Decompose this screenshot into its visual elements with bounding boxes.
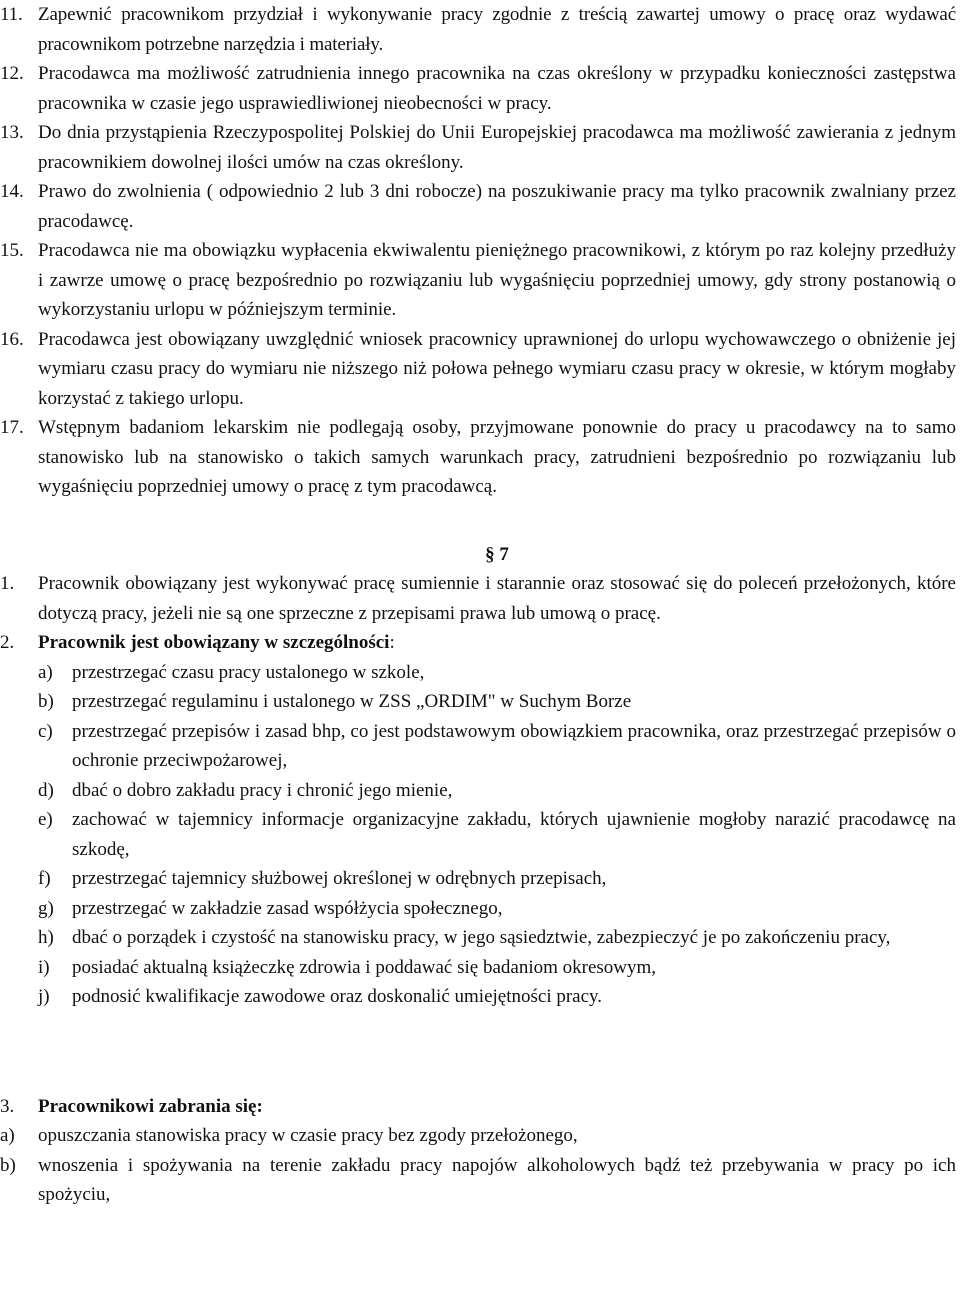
list-item [0,1151,956,1210]
spacer [38,1012,956,1092]
item-letter: d) [38,779,54,801]
item-text: dbać o dobro zakładu pracy i chronić jego mienie, [72,779,453,801]
item-letter: h) [38,927,54,948]
list-item [38,658,956,688]
point-3 [0,1092,956,1122]
list-item [38,717,956,776]
list-item [38,776,956,806]
point-2 [0,628,956,658]
numbered-list-top [0,0,956,502]
item-text: dbać o porządek i czystość na stanowisku pracy, w jego sąsiedztwie, zabezpieczyć je po zakończeniu pracy, [72,927,891,948]
list-item [38,894,956,924]
point-number: 1. [0,573,15,594]
list-item [0,177,956,236]
list-item [0,118,956,177]
item-text: opuszczania stanowiska pracy w czasie pracy bez zgody przełożonego, [38,1125,578,1146]
item-letter: i) [38,956,50,978]
item-text: przestrzegać w zakładzie zasad współżycia społecznego, [72,897,503,919]
list-item [38,864,956,894]
item-number: 15. [0,240,24,261]
item-text: Pracodawca jest obowiązany uwzględnić wniosek pracownicy uprawnionej do urlopu wychowawczego o obniżenie jej wymiaru czasu pracy do wymiaru nie niższego niż połowa pełnego wymiaru czasu pracy w okresie, w którym mogłaby korzystać z takiego urlopu. [38,328,956,409]
point-heading: Pracownikowi zabrania się: [38,1095,263,1117]
point-text: Pracownik obowiązany jest wykonywać pracę sumiennie i starannie oraz stosować się do poleceń przełożonych, które dotyczą pracy, jeżeli nie są one sprzeczne z przepisami prawa lub umową o pracę. [38,573,956,624]
item-number: 11. [0,4,23,25]
item-number: 17. [0,417,24,438]
list-item [38,953,956,983]
item-number: 14. [0,181,24,202]
item-letter: e) [38,809,53,830]
point-heading: Pracownik jest obowiązany w szczególności [38,632,390,653]
list-item [38,805,956,864]
item-number: 12. [0,63,24,84]
item-letter: g) [38,897,54,919]
item-text: zachować w tajemnicy informacje organizacyjne zakładu, których ujawnienie mogłoby narazić pracodawcę na szkodę, [72,809,956,860]
list-item [38,923,956,953]
list-item [0,413,956,502]
duties-list [38,658,956,1012]
point-number: 2. [0,632,15,653]
list-item [0,0,956,59]
item-text: przestrzegać przepisów i zasad bhp, co jest podstawowym obowiązkiem pracownika, oraz przestrzegać przepisów o ochronie przeciwpożarowej, [72,720,956,771]
point-1 [0,569,956,628]
item-text: Pracodawca ma możliwość zatrudnienia innego pracownika na czas określony w przypadku konieczności zastępstwa pracownika w czasie jego usprawiedliwionej nieobecności w pracy. [38,63,956,114]
list-item [0,59,956,118]
list-item [0,1121,956,1151]
item-letter: b) [38,691,54,712]
item-text: Zapewnić pracownikom przydział i wykonywanie pracy zgodnie z treścią zawartej umowy o pracę oraz wydawać pracownikom potrzebne narzędzia i materiały. [38,4,956,55]
item-letter: j) [38,986,50,1007]
item-text: przestrzegać tajemnicy służbowej określonej w odrębnych przepisach, [72,868,607,889]
item-text: podnosić kwalifikacje zawodowe oraz doskonalić umiejętności pracy. [72,986,603,1007]
item-text: Do dnia przystąpienia Rzeczypospolitej Polskiej do Unii Europejskiej pracodawca ma możliwość zawierania z jednym pracownikiem dowolnej ilości umów na czas określony. [38,122,956,173]
list-item [38,687,956,717]
item-text: Wstępnym badaniom lekarskim nie podlegają osoby, przyjmowane ponownie do pracy u pracodawcy na to samo stanowisko lub na stanowisko o takich samych warunkach pracy, zatrudnieni bezpośrednio po rozwiązaniu lub wygaśnięciu poprzedniej umowy o pracę z tym pracodawcą. [38,417,956,497]
section-heading: § 7 [485,543,509,565]
prohibitions-list [0,1121,956,1210]
item-letter: f) [38,868,51,889]
item-letter: b) [0,1154,16,1176]
item-letter: a) [0,1125,15,1146]
item-text: posiadać aktualną książeczkę zdrowia i poddawać się badaniom okresowym, [72,956,657,978]
list-item [0,325,956,414]
item-number: 13. [0,122,24,143]
item-number: 16. [0,328,24,350]
item-text: przestrzegać czasu pracy ustalonego w szkole, [72,661,425,683]
point-heading-colon: : [389,632,395,653]
item-text: Pracodawca nie ma obowiązku wypłacenia ekwiwalentu pieniężnego pracownikowi, z którym po raz kolejny przedłuży i zawrze umowę o pracę bezpośrednio po rozwiązaniu lub wygaśnięciu poprzedniej umowy, gdy strony postanowią o wykorzystaniu urlopu w późniejszym terminie. [38,240,956,320]
item-text: przestrzegać regulaminu i ustalonego w ZSS „ORDIM" w Suchym Borze [72,691,632,712]
list-item [0,236,956,325]
item-letter: a) [38,661,53,683]
item-text: wnoszenia i spożywania na terenie zakładu pracy napojów alkoholowych bądź też przebywania w pracy po ich spożyciu, [38,1154,956,1205]
item-text: Prawo do zwolnienia ( odpowiednio 2 lub 3 dni robocze) na poszukiwanie pracy ma tylko pracownik zwalniany przez pracodawcę. [38,181,956,232]
item-letter: c) [38,720,53,742]
list-item [38,982,956,1012]
point-number: 3. [0,1095,15,1117]
